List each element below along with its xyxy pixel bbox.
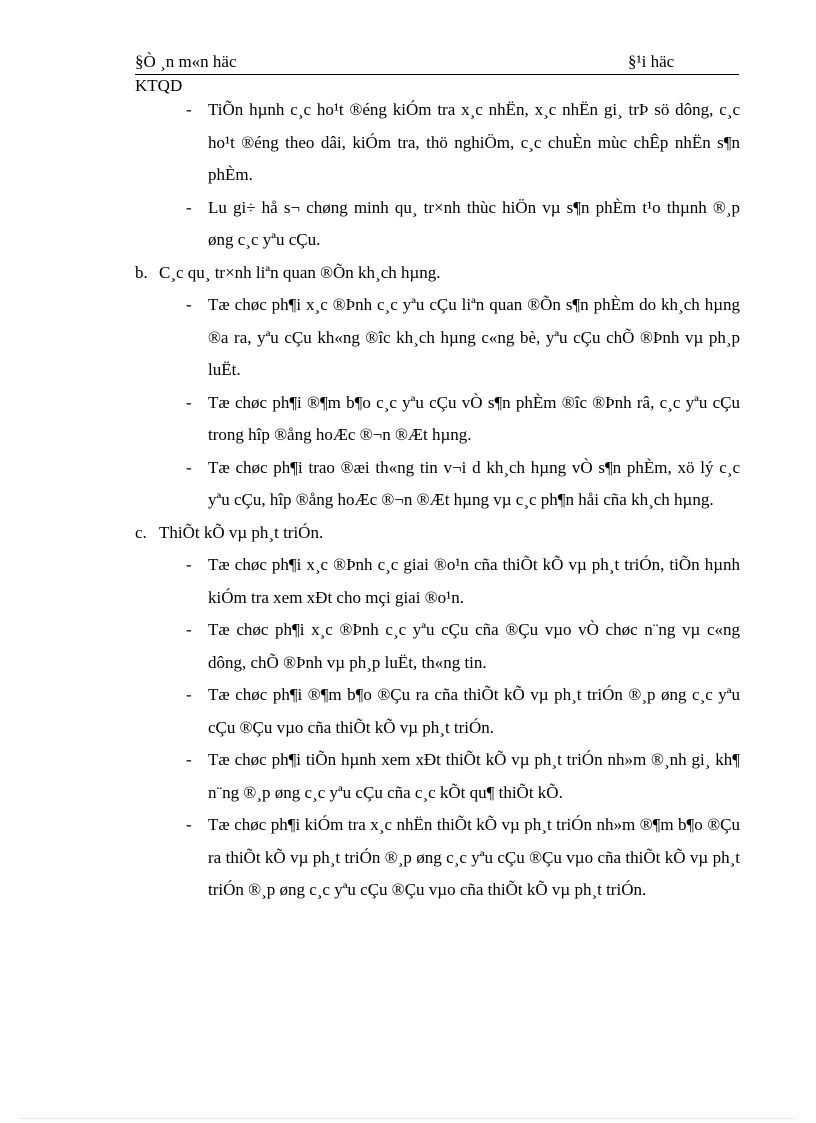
bullet-text: Tæ chøc ph¶i x¸c ®Þnh c¸c giai ®o¹n cña thiÕt kÕ vµ ph¸t triÓn, tiÕn hµnh kiÓm tra xem xÐt cho mçi giai ®o¹n. — [208, 555, 740, 607]
document-body — [135, 94, 740, 907]
bullet-dash: - — [186, 620, 192, 639]
bullet-text: Tæ chøc ph¶i x¸c ®Þnh c¸c yªu cÇu cña ®Çu vµo vÒ chøc n¨ng vµ c«ng dông, chÕ ®Þnh vµ ph¸p luËt, th«ng tin. — [208, 620, 740, 672]
bullet-text: TiÕn hµnh c¸c ho¹t ®éng kiÓm tra x¸c nhËn, x¸c nhËn gi¸ trÞ sö dông, c¸c ho¹t ®éng theo dâi, kiÓm tra, thö nghiÖm, c¸c chuÈn mùc chÊp nhËn s¶n phÈm. — [208, 100, 740, 184]
bullet-item — [135, 192, 740, 257]
bullet-text: Tæ chøc ph¶i ®¶m b¶o ®Çu ra cña thiÕt kÕ vµ ph¸t triÓn ®¸p øng c¸c yªu cÇu ®Çu vµo cña thiÕt kÕ vµ ph¸t triÓn. — [208, 685, 740, 737]
bullet-dash: - — [186, 295, 192, 314]
section-heading — [135, 517, 740, 550]
section-title: ThiÕt kÕ vµ ph¸t triÓn. — [159, 522, 324, 542]
bullet-dash: - — [186, 457, 192, 477]
bullet-item — [135, 744, 740, 809]
section-marker: c. — [135, 522, 147, 542]
section-marker: b. — [135, 262, 148, 282]
bullet-item — [135, 809, 740, 907]
page-bottom-divider — [20, 1118, 796, 1119]
bullet-dash: - — [186, 392, 192, 412]
bullet-item — [135, 94, 740, 192]
bullet-item — [135, 289, 740, 387]
bullet-item — [135, 387, 740, 452]
section-title: C¸c qu¸ tr×nh liªn quan ®Õn kh¸ch hµng. — [159, 262, 441, 282]
bullet-item — [135, 452, 740, 517]
bullet-text: Tæ chøc ph¶i tiÕn hµnh xem xÐt thiÕt kÕ vµ ph¸t triÓn nh»m ®¸nh gi¸ kh¶ n¨ng ®¸p øng c¸c yªu cÇu cña c¸c kÕt qu¶ thiÕt kÕ. — [208, 750, 740, 802]
bullet-item — [135, 614, 740, 679]
bullet-text: Tæ chøc ph¶i trao ®æi th«ng tin v¬i d kh¸ch hµng vÒ s¶n phÈm, xö lý c¸c yªu cÇu, hîp ®ång hoÆc ®¬n ®Æt hµng vµ c¸c ph¶n håi cña kh¸ch hµng. — [208, 457, 740, 509]
bullet-dash: - — [186, 100, 192, 119]
bullet-dash: - — [186, 750, 192, 769]
section-heading — [135, 257, 740, 290]
bullet-text: Tæ chøc ph¶i kiÓm tra x¸c nhËn thiÕt kÕ vµ ph¸t triÓn nh»m ®¶m b¶o ®Çu ra thiÕt kÕ vµ ph¸t triÓn ®¸p øng c¸c yªu cÇu ®Çu vµo cña thiÕt kÕ vµ ph¸t triÓn ®¸p øng c¸c yªu cÇu ®Çu vµo cña thiÕt kÕ vµ ph¸t triÓn. — [208, 815, 740, 899]
header-left-text: §Ò ¸n m«n häc — [135, 52, 237, 71]
bullet-dash: - — [186, 815, 192, 834]
header-sub-text: KTQD — [135, 76, 183, 95]
header-right-text: §¹i häc — [628, 52, 675, 71]
bullet-dash: - — [186, 197, 192, 217]
page-header — [135, 52, 739, 75]
bullet-dash: - — [186, 685, 192, 704]
bullet-item — [135, 549, 740, 614]
bullet-text: Tæ chøc ph¶i x¸c ®Þnh c¸c yªu cÇu liªn quan ®Õn s¶n phÈm do kh¸ch hµng ®a ra, yªu cÇu kh«ng ®îc kh¸ch hµng c«ng bè, yªu cÇu chÕ ®Þnh vµ ph¸p luËt. — [208, 295, 740, 379]
bullet-item — [135, 679, 740, 744]
bullet-dash: - — [186, 555, 192, 574]
bullet-text: Tæ chøc ph¶i ®¶m b¶o c¸c yªu cÇu vÒ s¶n phÈm ®îc ®Þnh râ, c¸c yªu cÇu trong hîp ®ång hoÆc ®¬n ®Æt hµng. — [208, 392, 740, 444]
bullet-text: Lu gi÷ hå s¬ chøng minh qu¸ tr×nh thùc hiÖn vµ s¶n phÈm t¹o thµnh ®¸p øng c¸c yªu cÇu. — [208, 197, 740, 249]
